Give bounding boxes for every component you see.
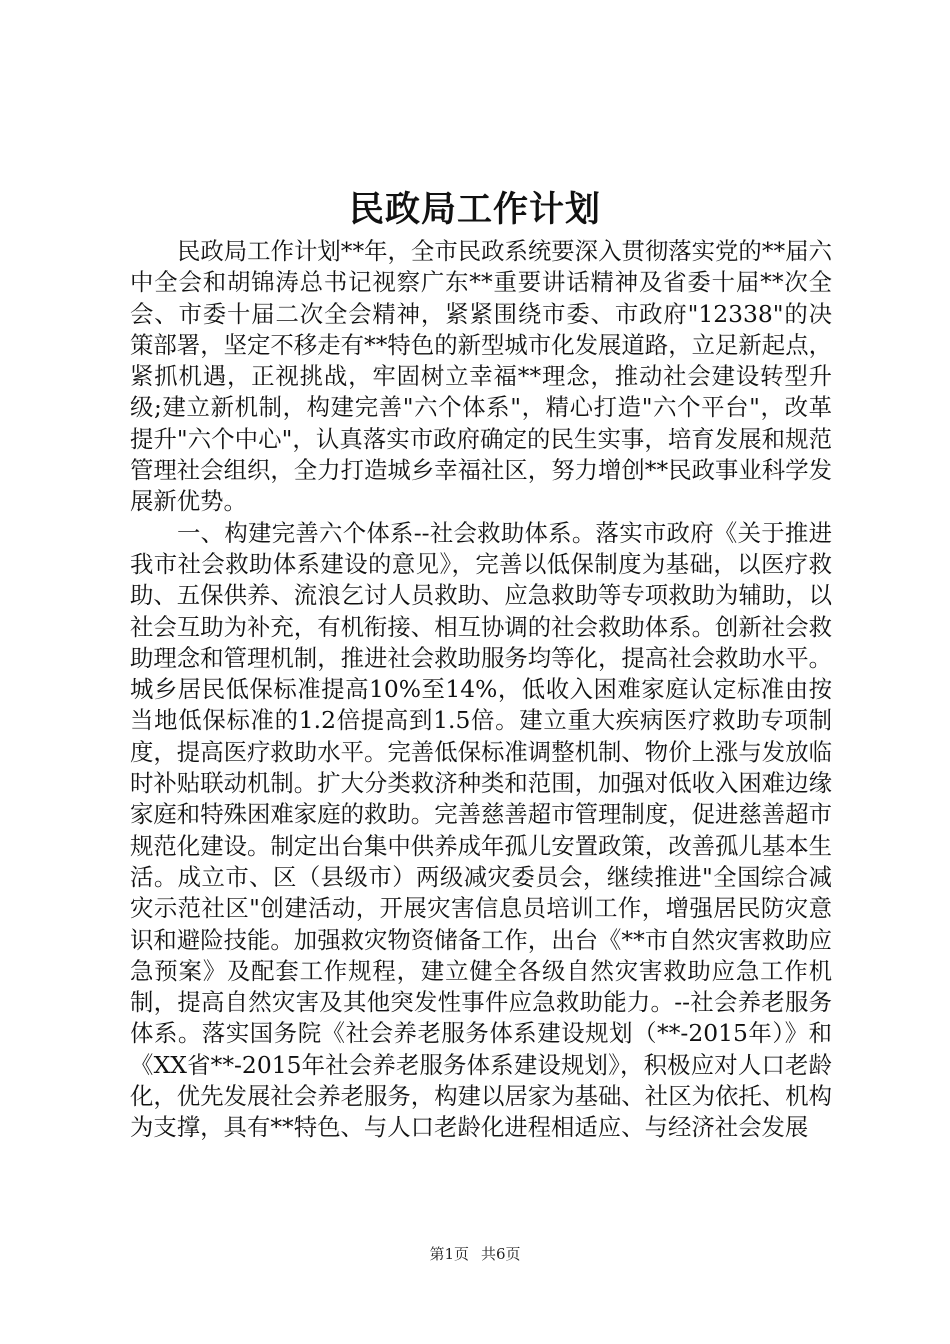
intro-paragraph: 民政局工作计划**年，全市民政系统要深入贯彻落实党的**届六中全会和胡锦涛总书记视察广东**重要讲话精神及省委十届**次全会、市委十届二次全会精神，紧紧围绕市委、市政府"12338"的决策部署，坚定不移走有**特色的新型城市化发展道路，立足新起点，紧抓机遇，正视挑战，牢固树立幸福**理念，推动社会建设转型升级;建立新机制，构建完善"六个体系"，精心打造"六个平台"，改革提升"六个中心"，认真落实市政府确定的民生实事，培育发展和规范管理社会组织，全力打造城乡幸福社区，努力增创**民政事业科学发展新优势。 — [130, 237, 832, 516]
document-title: 民政局工作计划 — [348, 189, 601, 230]
section-one-paragraph: 一、构建完善六个体系--社会救助体系。落实市政府《关于推进我市社会救助体系建设的意见》，完善以低保制度为基础，以医疗救助、五保供养、流浪乞讨人员救助、应急救助等专项救助为辅助，以社会互助为补充，有机衔接、相互协调的社会救助体系。创新社会救助理念和管理机制，推进社会救助服务均等化，提高社会救助水平。城乡居民低保标准提高10%至14%，低收入困难家庭认定标准由按当地低保标准的1.2倍提高到1.5倍。建立重大疾病医疗救助专项制度，提高医疗救助水平。完善低保标准调整机制、物价上涨与发放临时补贴联动机制。扩大分类救济种类和范围，加强对低收入困难边缘家庭和特殊困难家庭的救助。完善慈善超市管理制度，促进慈善超市规范化建设。制定出台集中供养成年孤儿安置政策，改善孤儿基本生活。成立市、区（县级市）两级减灾委员会，继续推进"全国综合减灾示范社区"创建活动，开展灾害信息员培训工作，增强居民防灾意识和避险技能。加强救灾物资储备工作，出台《**市自然灾害救助应急预案》及配套工作规程，建立健全各级自然灾害救助应急工作机制，提高自然灾害及其他突发性事件应急救助能力。--社会养老服务体系。落实国务院《社会养老服务体系建设规划（**-2015年）》和《XX省**-2015年社会养老服务体系建设规划》，积极应对人口老龄化，优先发展社会养老服务，构建以居家为基础、社区为依托、机构为支撑，具有**特色、与人口老龄化进程相适应、与经济社会发展 — [130, 518, 832, 1142]
page-footer — [0, 1244, 950, 1264]
document-body — [130, 236, 832, 1144]
page-number: 第1页 — [429, 1245, 469, 1263]
page-total: 共6页 — [481, 1245, 521, 1263]
